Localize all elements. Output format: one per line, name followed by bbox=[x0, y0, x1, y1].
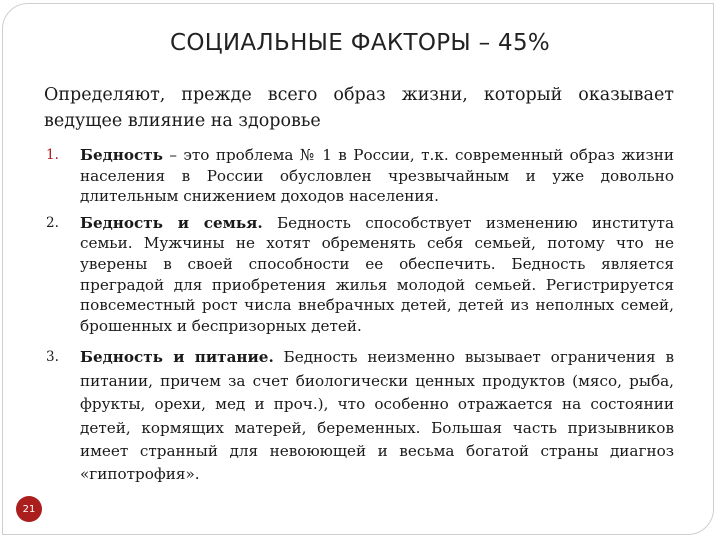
item-heading: Бедность и семья. bbox=[80, 213, 263, 232]
item-heading: Бедность bbox=[80, 146, 163, 164]
page-number-badge bbox=[16, 496, 42, 522]
list-item bbox=[44, 346, 674, 486]
list-item bbox=[44, 213, 674, 337]
intro-text: Определяют, прежде всего образ жизни, который оказывает ведущее влияние на здоровье bbox=[44, 85, 674, 131]
item-text: Бедность способствует изменению института семьи. Мужчины не хотят обременять себя семьей, потому что не уверены в своей способности ее обеспечить. Бедность является преградой для приобретения жилья молодой семьей. Регистрируется повсеместный рост числа внебрачных детей, детей из неполных семей, брошенных и беспризорных детей. bbox=[80, 213, 674, 335]
item-text: Бедность неизменно вызывает ограничения в питании, причем за счет биологически ценных продуктов (мясо, рыба, фрукты, орехи, мед и проч.), что особенно отражается на состоянии детей, кормящих матерей, беременных. Большая часть призывников имеет странный для невоюющей и весьма богатой страны диагноз «гипотрофия». bbox=[80, 348, 674, 484]
list-item bbox=[44, 145, 674, 207]
item-number: 3. bbox=[46, 349, 59, 366]
factor-list bbox=[44, 145, 674, 487]
item-number: 2. bbox=[46, 214, 59, 231]
item-number: 1. bbox=[46, 147, 59, 163]
page-number: 21 bbox=[22, 503, 36, 515]
slide-title: СОЦИАЛЬНЫЕ ФАКТОРЫ – 45% bbox=[169, 30, 551, 56]
item-heading: Бедность и питание. bbox=[80, 348, 274, 367]
item-text: – это проблема № 1 в России, т.к. современный образ жизни населения в России обусловлен чрезвычайным и уже довольно длительным снижением доходов населения. bbox=[80, 146, 674, 206]
